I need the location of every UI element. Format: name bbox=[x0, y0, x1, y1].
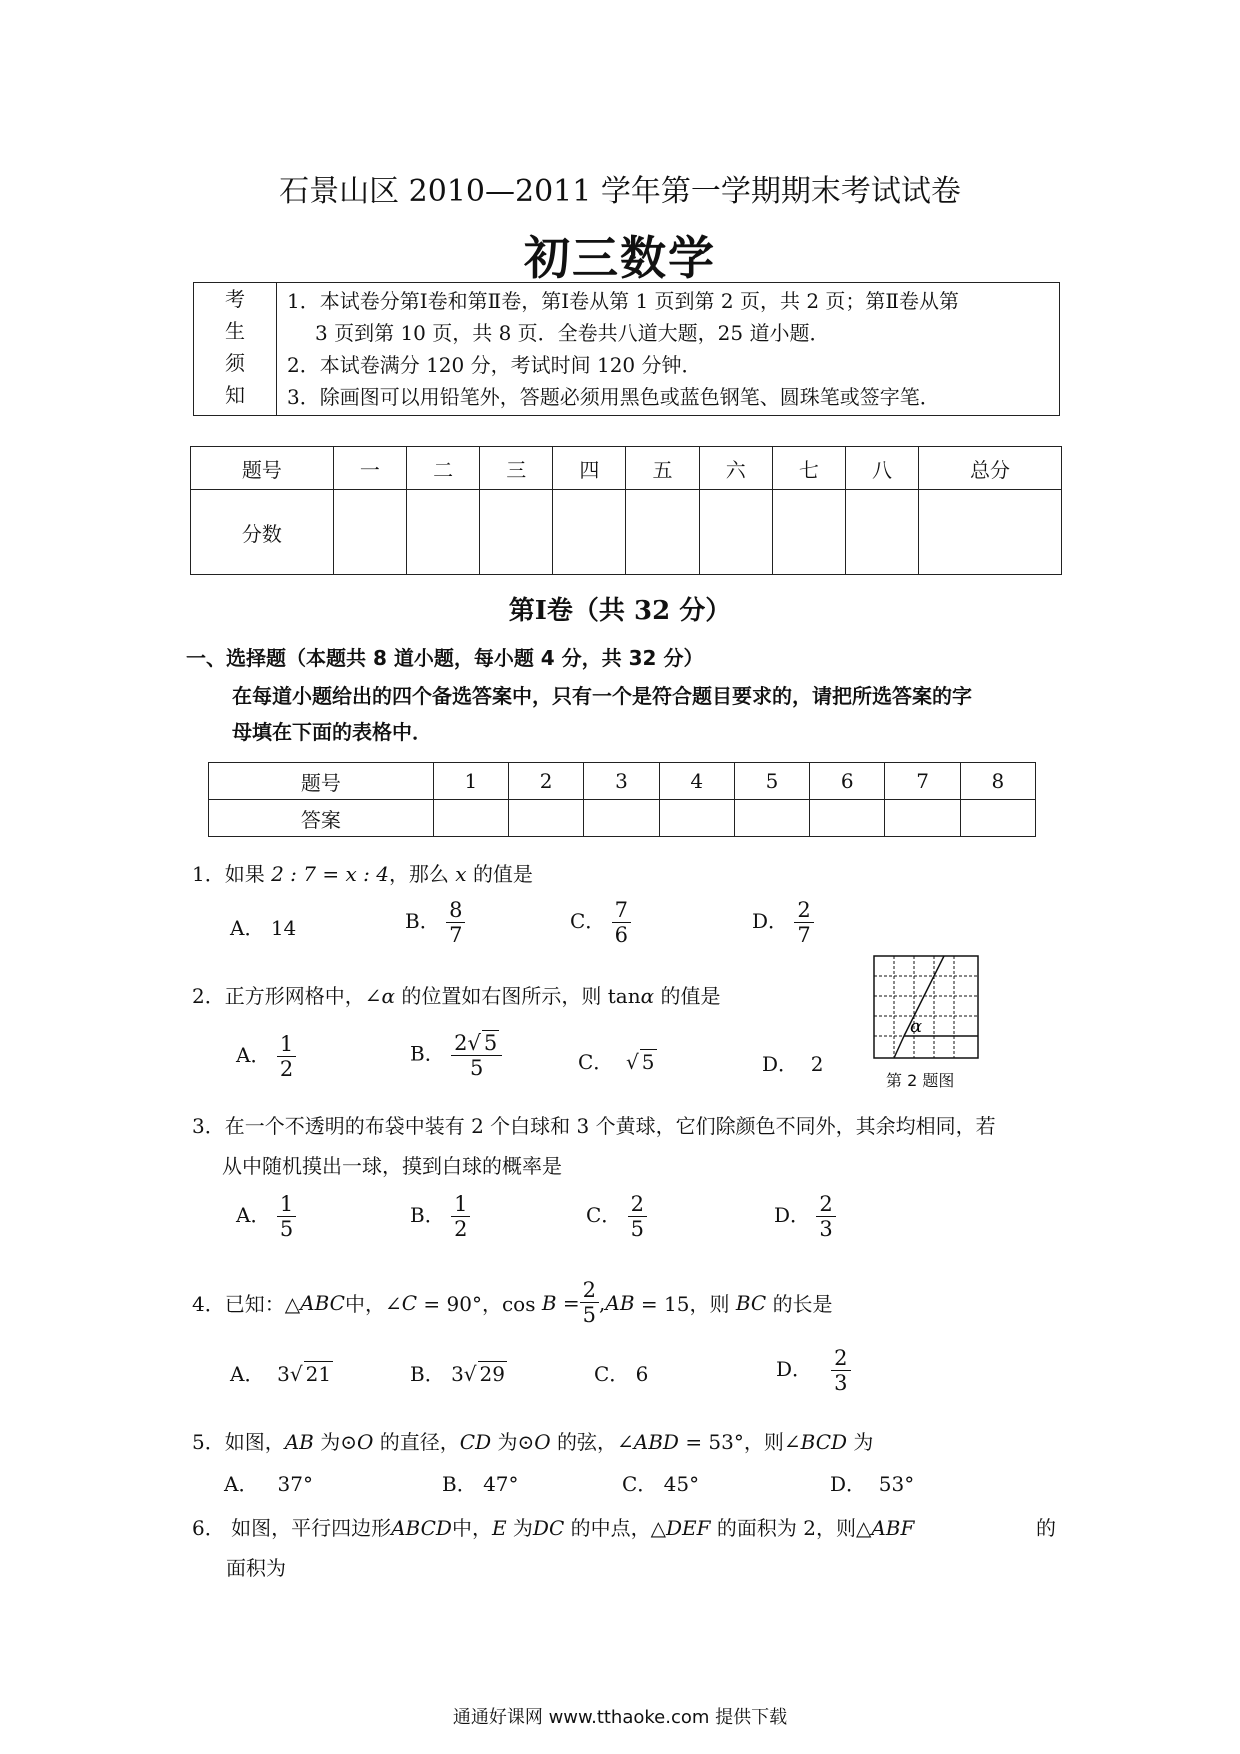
q-text: 的面积为 2，则△ bbox=[716, 1516, 872, 1540]
q-var: ABCD bbox=[391, 1516, 452, 1540]
q-var: E bbox=[491, 1516, 507, 1540]
q-text: = 15，则 bbox=[640, 1292, 730, 1317]
numerator: 2 bbox=[580, 1278, 599, 1303]
score-header: 三 bbox=[480, 447, 553, 490]
score-header: 题号 bbox=[191, 447, 334, 490]
option-value: 37° bbox=[277, 1472, 313, 1496]
q-text: 如图，平行四边形 bbox=[231, 1516, 392, 1540]
score-row-label: 分数 bbox=[191, 490, 334, 575]
notice-item: 2．本试卷满分 120 分，考试时间 120 分钟． bbox=[287, 353, 702, 377]
q-var: AB bbox=[284, 1430, 314, 1454]
notice-box bbox=[193, 282, 1060, 416]
q-text: = bbox=[562, 1290, 580, 1315]
q-var: ABD bbox=[633, 1430, 679, 1454]
q-text: 的弦，∠ bbox=[557, 1430, 634, 1454]
fraction bbox=[451, 1030, 502, 1080]
score-cell bbox=[699, 490, 772, 575]
numerator: 1 bbox=[451, 1192, 470, 1217]
q-expr: 2 : 7 = x : 4 bbox=[271, 862, 389, 886]
coefficient: 2 bbox=[454, 1031, 468, 1055]
option-label: C． bbox=[578, 1050, 614, 1074]
figure-caption: 第 2 题图 bbox=[886, 1071, 955, 1090]
q-text: 的直径， bbox=[379, 1430, 460, 1454]
q-text: 在一个不透明的布袋中装有 2 个白球和 3 个黄球，它们除颜色不同外，其余均相同，若 bbox=[224, 1114, 996, 1138]
answer-number: 7 bbox=[885, 763, 960, 800]
q-var: O bbox=[534, 1430, 551, 1454]
fraction bbox=[446, 898, 465, 947]
subject-title: 初三数学 bbox=[524, 231, 716, 285]
instruction-line: 母填在下面的表格中． bbox=[232, 720, 432, 744]
q-text: 已知：△ bbox=[224, 1292, 301, 1317]
q3-option-d bbox=[774, 1192, 836, 1241]
score-header: 一 bbox=[333, 447, 406, 490]
q4-option-c bbox=[594, 1358, 648, 1387]
q-text: 的值是 bbox=[660, 984, 721, 1008]
fraction bbox=[612, 898, 631, 947]
q1-option-b bbox=[405, 898, 465, 947]
question-4 bbox=[192, 1278, 833, 1327]
q-text: 中，∠ bbox=[344, 1292, 402, 1317]
answer-number: 6 bbox=[810, 763, 885, 800]
q-var: DEF bbox=[666, 1516, 711, 1540]
option-label: D． bbox=[752, 909, 789, 934]
score-cell bbox=[553, 490, 626, 575]
q-text: 的 bbox=[1036, 1516, 1056, 1540]
coefficient: 3 bbox=[277, 1362, 290, 1386]
option-value: 45° bbox=[663, 1472, 700, 1496]
score-header: 五 bbox=[626, 447, 699, 490]
instruction-line: 在每道小题给出的四个备选答案中，只有一个是符合题目要求的，请把所选答案的字 bbox=[232, 684, 972, 708]
q-var: DC bbox=[532, 1516, 565, 1540]
q-text: 为 bbox=[853, 1430, 874, 1454]
question-3-line2: 从中随机摸出一球，摸到白球的概率是 bbox=[222, 1154, 562, 1178]
q-text: = 90°，cos bbox=[423, 1292, 536, 1317]
answer-cell bbox=[584, 800, 659, 837]
q4-option-d bbox=[776, 1346, 851, 1395]
radicand: 21 bbox=[305, 1362, 332, 1386]
numerator: 2 bbox=[628, 1192, 647, 1217]
question-2 bbox=[192, 980, 720, 1009]
option-label: D． bbox=[774, 1203, 811, 1228]
grid-figure bbox=[872, 954, 980, 1060]
answer-number: 8 bbox=[960, 763, 1035, 800]
q3-option-a bbox=[236, 1192, 296, 1241]
option-label: A． bbox=[230, 916, 265, 940]
numerator: 2 bbox=[816, 1192, 835, 1217]
fraction bbox=[628, 1192, 647, 1241]
numerator: 7 bbox=[612, 898, 631, 923]
q-text: 的中点，△ bbox=[570, 1516, 667, 1540]
notice-label bbox=[194, 283, 277, 416]
option-label: C． bbox=[622, 1472, 658, 1496]
q5-option-a bbox=[224, 1468, 313, 1497]
q-var: α bbox=[381, 984, 396, 1008]
score-header: 八 bbox=[845, 447, 918, 490]
q2-option-c: C． √ 5 bbox=[578, 1050, 655, 1074]
q-text: , bbox=[599, 1290, 606, 1315]
question-3 bbox=[192, 1110, 996, 1139]
answer-number: 5 bbox=[734, 763, 809, 800]
numerator: 1 bbox=[277, 1032, 296, 1057]
option-label: D． bbox=[830, 1472, 867, 1496]
denominator: 6 bbox=[614, 923, 629, 948]
question-number: 5． bbox=[192, 1430, 225, 1454]
answer-number: 3 bbox=[584, 763, 659, 800]
q2-option-b bbox=[410, 1030, 502, 1080]
option-label: A． bbox=[236, 1203, 271, 1228]
q-text: 为⊙ bbox=[497, 1430, 535, 1454]
q4-option-b: B． 3√ 29 bbox=[410, 1362, 505, 1386]
q-text: 的位置如右图所示，则 tan bbox=[401, 984, 641, 1008]
question-5 bbox=[192, 1426, 873, 1455]
q-var: O bbox=[357, 1430, 374, 1454]
q-var: C bbox=[401, 1290, 418, 1315]
q3-option-b bbox=[410, 1192, 470, 1241]
option-value: 53° bbox=[878, 1472, 915, 1496]
denominator: 3 bbox=[819, 1217, 833, 1242]
score-header: 二 bbox=[407, 447, 480, 490]
score-table bbox=[190, 446, 1062, 575]
answer-cell bbox=[734, 800, 809, 837]
question-number: 1． bbox=[192, 862, 225, 886]
section-heading: 一、选择题（本题共 8 道小题，每小题 4 分，共 32 分） bbox=[186, 646, 704, 670]
q-var: x bbox=[455, 862, 467, 886]
denominator: 5 bbox=[469, 1056, 484, 1081]
notice-item: 3．除画图可以用铅笔外，答题必须用黑色或蓝色钢笔、圆珠笔或签字笔． bbox=[287, 385, 940, 409]
answer-cell bbox=[433, 800, 508, 837]
denominator: 5 bbox=[630, 1217, 645, 1242]
notice-label-char: 须 bbox=[225, 351, 245, 375]
score-header: 总分 bbox=[919, 447, 1062, 490]
q-text: 为 bbox=[512, 1516, 533, 1540]
fraction bbox=[831, 1346, 850, 1395]
denominator: 2 bbox=[279, 1057, 294, 1082]
radicand: 29 bbox=[479, 1362, 505, 1386]
answer-cell bbox=[960, 800, 1035, 837]
q1-option-d bbox=[752, 898, 814, 947]
q-text: 的值是 bbox=[472, 862, 533, 886]
q-text: 正方形网格中，∠ bbox=[224, 984, 382, 1008]
q-text: = 53°，则∠ bbox=[685, 1430, 801, 1454]
q-text: 为⊙ bbox=[320, 1430, 357, 1454]
q-var: ABC bbox=[300, 1290, 345, 1315]
q-text: 如图， bbox=[224, 1430, 285, 1454]
denominator: 3 bbox=[834, 1371, 848, 1396]
radicand: 5 bbox=[483, 1031, 498, 1055]
option-value: 47° bbox=[483, 1472, 519, 1496]
q-var: CD bbox=[459, 1430, 492, 1454]
denominator: 7 bbox=[797, 923, 811, 948]
option-label: C． bbox=[586, 1203, 622, 1228]
q2-option-a bbox=[236, 1032, 296, 1081]
score-header: 六 bbox=[699, 447, 772, 490]
option-label: D． bbox=[776, 1357, 813, 1382]
score-cell bbox=[626, 490, 699, 575]
notice-label-char: 知 bbox=[225, 383, 245, 407]
answer-cell bbox=[509, 800, 584, 837]
notice-item: 1．本试卷分第Ⅰ卷和第Ⅱ卷，第Ⅰ卷从第 1 页到第 2 页，共 2 页；第Ⅱ卷从第 bbox=[287, 289, 960, 313]
answer-cell bbox=[885, 800, 960, 837]
option-value: 14 bbox=[270, 916, 297, 940]
answer-table bbox=[208, 762, 1036, 837]
q5-option-b bbox=[442, 1468, 519, 1497]
option-label: D． bbox=[762, 1052, 799, 1076]
score-cell bbox=[407, 490, 480, 575]
fraction bbox=[277, 1192, 296, 1241]
numerator: 8 bbox=[446, 898, 465, 923]
q5-option-c bbox=[622, 1468, 699, 1497]
option-label: B． bbox=[442, 1472, 477, 1496]
figure-alpha: α bbox=[910, 1016, 923, 1037]
denominator: 2 bbox=[454, 1217, 468, 1242]
q-text: 的长是 bbox=[772, 1292, 833, 1317]
question-number: 3． bbox=[192, 1114, 225, 1138]
page-footer: 通通好课网 www.tthaoke.com 提供下载 bbox=[452, 1707, 788, 1728]
question-number: 6． bbox=[192, 1516, 225, 1540]
fraction bbox=[816, 1192, 835, 1241]
radicand: 5 bbox=[641, 1050, 655, 1074]
score-cell bbox=[772, 490, 845, 575]
numerator: 1 bbox=[277, 1192, 296, 1217]
answer-number: 2 bbox=[509, 763, 584, 800]
fraction bbox=[580, 1278, 599, 1327]
q2-option-d bbox=[762, 1048, 824, 1077]
denominator: 5 bbox=[279, 1217, 294, 1242]
numerator: 2 bbox=[831, 1346, 850, 1371]
question-1 bbox=[192, 858, 533, 887]
score-cell bbox=[333, 490, 406, 575]
option-label: B． bbox=[405, 909, 440, 934]
fraction bbox=[277, 1032, 296, 1081]
q1-option-a bbox=[230, 912, 296, 941]
denominator: 5 bbox=[582, 1303, 597, 1328]
answer-number: 4 bbox=[659, 763, 734, 800]
q-text: 中， bbox=[451, 1516, 492, 1540]
option-label: A． bbox=[230, 1362, 265, 1386]
answer-row-label: 答案 bbox=[209, 800, 434, 837]
part1-title: 第Ⅰ卷（共 32 分） bbox=[508, 596, 732, 626]
q-var: BC bbox=[735, 1290, 767, 1315]
answer-cell bbox=[659, 800, 734, 837]
numerator: 2 bbox=[794, 898, 813, 923]
q-var: α bbox=[640, 984, 655, 1008]
option-label: C． bbox=[594, 1362, 630, 1386]
question-6-line2: 面积为 bbox=[226, 1556, 286, 1580]
q-var: ABF bbox=[871, 1516, 915, 1540]
denominator: 7 bbox=[449, 923, 463, 948]
fraction bbox=[794, 898, 813, 947]
numerator: 2√ 5 bbox=[451, 1030, 502, 1056]
q1-option-c bbox=[570, 898, 631, 947]
q4-option-a: A． 3√ 21 bbox=[230, 1362, 332, 1386]
score-header: 七 bbox=[772, 447, 845, 490]
exam-title: 石景山区 2010—2011 学年第一学期期末考试试卷 bbox=[279, 174, 961, 209]
option-label: A． bbox=[224, 1472, 259, 1496]
fraction bbox=[451, 1192, 470, 1241]
notice-content bbox=[277, 283, 1060, 416]
notice-label-char: 考 bbox=[225, 287, 245, 311]
score-cell bbox=[919, 490, 1062, 575]
option-label: B． bbox=[410, 1041, 445, 1066]
coefficient: 3 bbox=[451, 1362, 464, 1386]
q-var: BCD bbox=[800, 1430, 848, 1454]
option-value: 6 bbox=[635, 1362, 649, 1386]
answer-cell bbox=[810, 800, 885, 837]
question-number: 4． bbox=[192, 1292, 225, 1317]
option-label: B． bbox=[410, 1362, 445, 1386]
score-cell bbox=[845, 490, 918, 575]
option-label: B． bbox=[410, 1203, 445, 1228]
answer-row-label: 题号 bbox=[209, 763, 434, 800]
q-text: ，那么 bbox=[388, 862, 449, 886]
option-value: 2 bbox=[810, 1052, 824, 1076]
question-number: 2． bbox=[192, 984, 225, 1008]
answer-number: 1 bbox=[433, 763, 508, 800]
question-6 bbox=[192, 1512, 1062, 1541]
q-var: AB bbox=[605, 1290, 635, 1315]
option-label: C． bbox=[570, 909, 606, 934]
q3-option-c bbox=[586, 1192, 647, 1241]
option-label: A． bbox=[236, 1043, 271, 1068]
q5-option-d bbox=[830, 1468, 914, 1497]
notice-label-char: 生 bbox=[225, 319, 245, 343]
notice-item-cont: 3 页到第 10 页，共 8 页．全卷共八道大题，25 道小题． bbox=[315, 321, 830, 345]
q-var: B bbox=[541, 1290, 557, 1315]
score-cell bbox=[480, 490, 553, 575]
q-text: 如果 bbox=[224, 862, 265, 886]
score-header: 四 bbox=[553, 447, 626, 490]
